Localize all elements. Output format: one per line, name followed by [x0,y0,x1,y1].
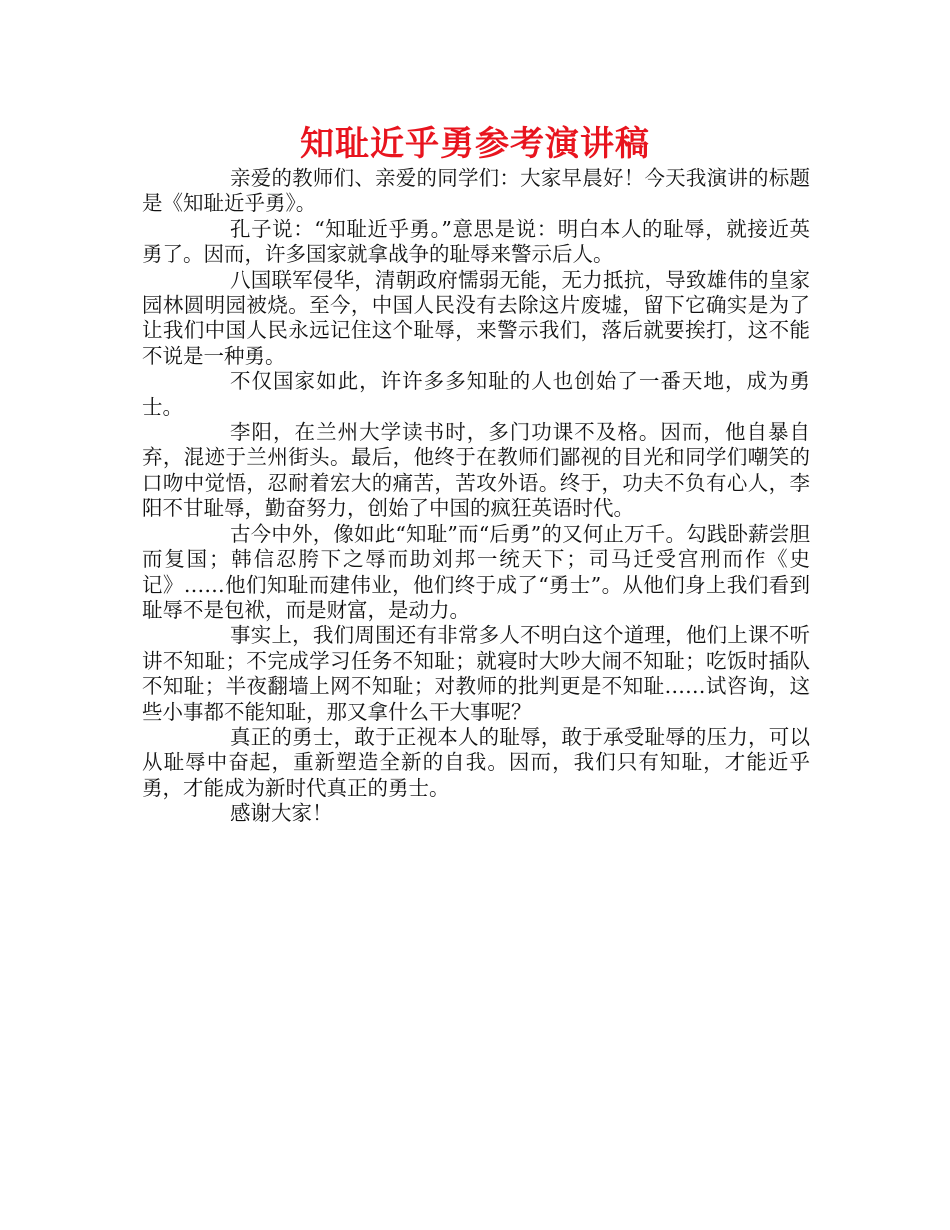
paragraph-thanks: 感谢大家！ [230,801,333,826]
paragraph-true-warrior: 真正的勇士，敢于正视本人的耻辱，敢于承受耻辱的压力，可以从耻辱中奋起，重新塑造全新的自我。因而，我们只有知耻，才能近乎勇，才能成为新时代真正的勇士。 [142,724,810,800]
paragraph-brave-people: 不仅国家如此，许许多多知耻的人也创始了一番天地，成为勇士。 [142,369,810,419]
paragraph-historical-examples: 古今中外，像如此“知耻”而“后勇”的又何止万千。勾践卧薪尝胆而复国；韩信忍胯下之辱而助刘邦一统天下；司马迁受宫刑而作《史记》……他们知耻而建伟业，他们终于成了“勇士”。从他们身上我们看到耻辱不是包袱，而是财富，是动力。 [142,521,810,622]
paragraph-daily-shame: 事实上，我们周围还有非常多人不明白这个道理，他们上课不听讲不知耻；不完成学习任务不知耻；就寝时大吵大闹不知耻；吃饭时插队不知耻；半夜翻墙上网不知耻；对教师的批判更是不知耻……试咨询，这些小事都不能知耻，那又拿什么干大事呢？ [142,623,810,724]
paragraph-confucius: 孔子说：“知耻近乎勇。”意思是说：明白本人的耻辱，就接近英勇了。因而，许多国家就拿战争的耻辱来警示后人。 [142,216,810,267]
paragraph-li-yang: 李阳，在兰州大学读书时，多门功课不及格。因而，他自暴自弃，混迹于兰州街头。最后，他终于在教师们鄙视的目光和同学们嘲笑的口吻中觉悟，忍耐着宏大的痛苦，苦攻外语。终于，功夫不负有心人，李阳不甘耻辱，勤奋努力，创始了中国的疯狂英语时代。 [142,420,810,521]
document-title: 知耻近乎勇参考演讲稿 [300,124,650,164]
paragraph-eight-nation: 八国联军侵华，清朝政府懦弱无能，无力抵抗，导致雄伟的皇家园林圆明园被烧。至今，中国人民没有去除这片废墟，留下它确实是为了让我们中国人民永远记住这个耻辱，来警示我们，落后就要挨打，这不能不说是一种勇。 [142,267,810,368]
paragraph-greeting: 亲爱的教师们、亲爱的同学们：大家早晨好！今天我演讲的标题是《知耻近乎勇》。 [142,166,810,216]
document-body [142,166,810,827]
